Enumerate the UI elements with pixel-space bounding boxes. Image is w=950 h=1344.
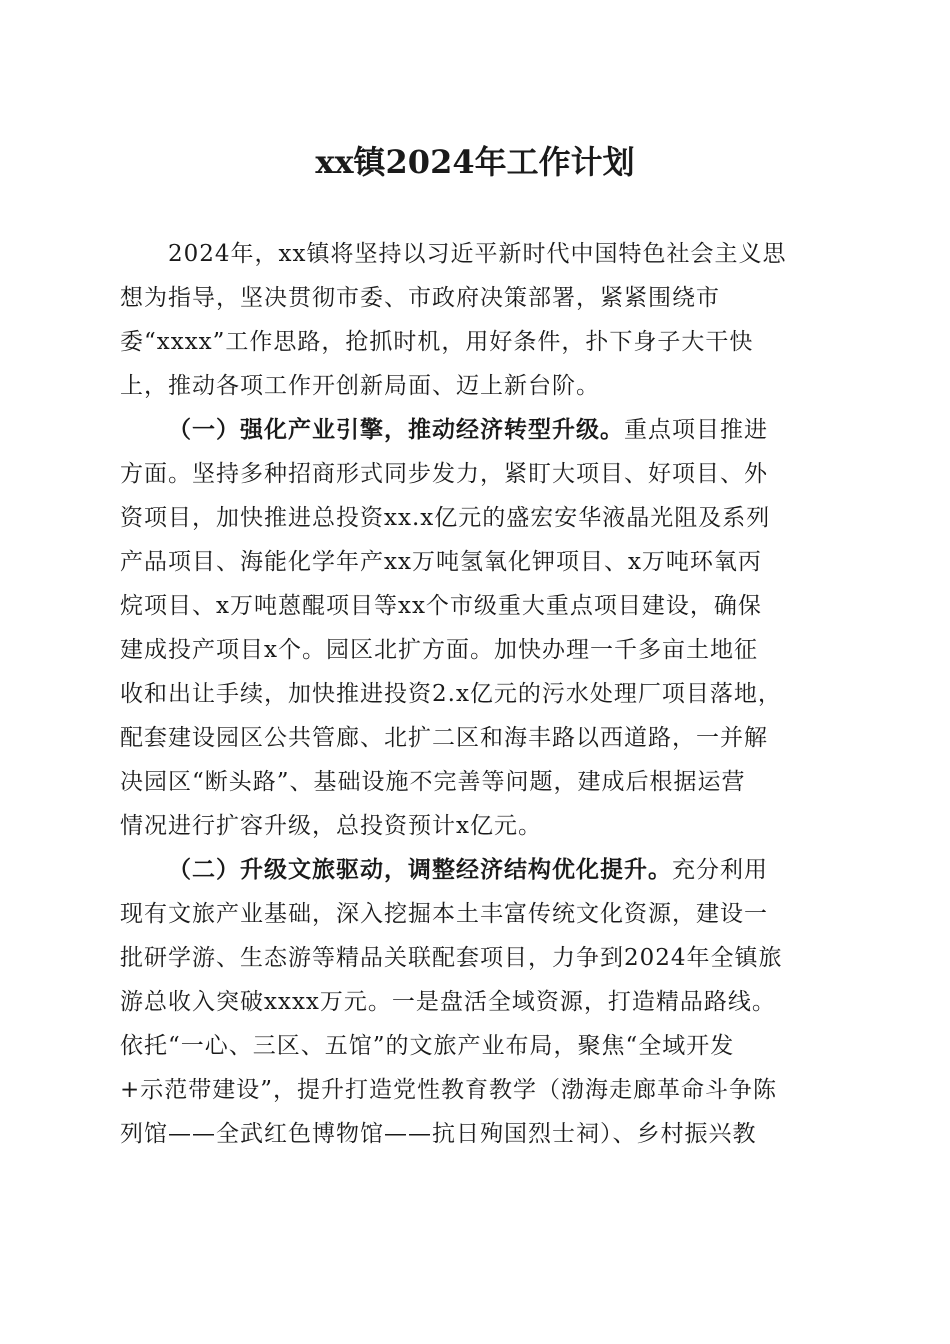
body-line: 列馆——全武红色博物馆——抗日殉国烈士祠）、乡村振兴教 [120,1121,757,1147]
body-line: 依托“一心、三区、五馆”的文旅产业布局，聚焦“全域开发 [120,1033,735,1059]
body-line: 情况进行扩容升级，总投资预计x亿元。 [120,813,542,839]
section-heading: （一）强化产业引擎，推动经济转型升级。 [168,416,624,443]
body-line: 资项目，加快推进总投资xx.x亿元的盛宏安华液晶光阻及系列 [120,505,771,531]
document-body [120,232,840,1156]
document-title: xx镇2024年工作计划 [315,143,635,181]
body-line: 方面。坚持多种招商形式同步发力，紧盯大项目、好项目、外 [120,461,768,487]
body-text: 重点项目推进 [624,417,768,443]
body-line: 配套建设园区公共管廊、北扩二区和海丰路以西道路，一并解 [120,725,768,751]
body-line: 想为指导，坚决贯彻市委、市政府决策部署，紧紧围绕市 [120,285,720,311]
body-line: +示范带建设”，提升打造党性教育教学（渤海走廊革命斗争陈 [120,1077,778,1103]
body-line: 产品项目、海能化学年产xx万吨氢氧化钾项目、x万吨环氧丙 [120,549,762,575]
body-line: 委“xxxx”工作思路，抢抓时机，用好条件，扑下身子大干快 [120,329,754,355]
body-line: 收和出让手续，加快推进投资2.x亿元的污水处理厂项目落地， [120,681,782,707]
body-line: 批研学游、生态游等精品关联配套项目，力争到2024年全镇旅 [120,945,783,971]
body-line: 烷项目、x万吨蒽醌项目等xx个市级重大重点项目建设，确保 [120,593,762,619]
body-line: 游总收入突破xxxx万元。一是盘活全域资源，打造精品路线。 [120,989,776,1015]
body-line: 建成投产项目x个。园区北扩方面。加快办理一千多亩土地征 [120,637,758,663]
section-heading-line [120,848,840,892]
section-heading-line [120,408,840,452]
body-line: 现有文旅产业基础，深入挖掘本土丰富传统文化资源，建设一 [120,901,768,927]
body-line: 2024年，xx镇将坚持以习近平新时代中国特色社会主义思 [168,241,787,267]
body-text: 充分利用 [672,857,768,883]
body-line: 决园区“断头路”、基础设施不完善等问题，建成后根据运营 [120,769,746,795]
body-line: 上，推动各项工作开创新局面、迈上新台阶。 [120,373,600,399]
section-heading: （二）升级文旅驱动，调整经济结构优化提升。 [168,856,672,883]
